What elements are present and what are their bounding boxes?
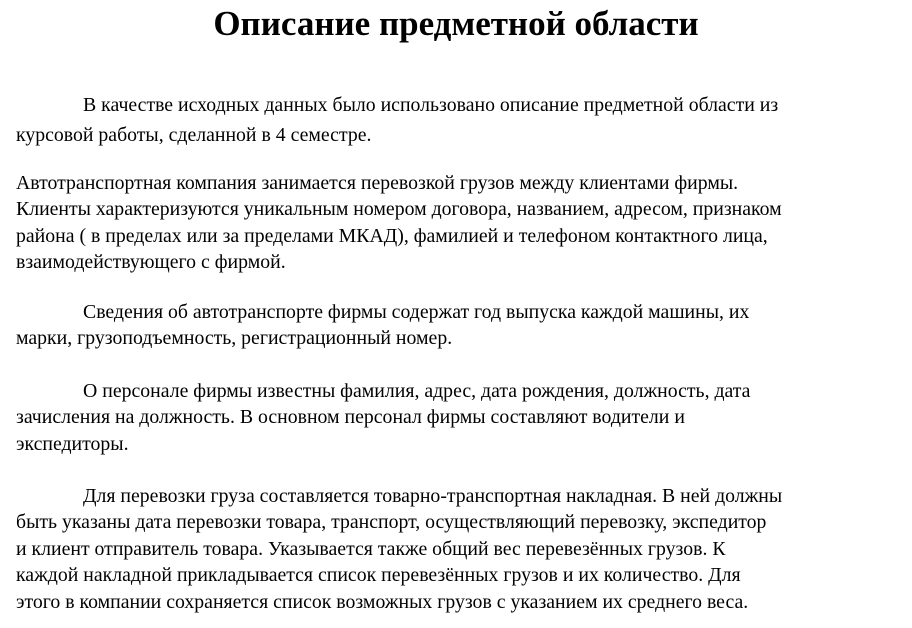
paragraph-company-clients [16,170,908,276]
paragraph-line: Автотранспортная компания занимается перевозкой грузов между клиентами фирмы. [16,172,739,194]
paragraph-line: Для перевозки груза составляется товарно-транспортная накладная. В ней должны [83,485,783,507]
paragraph-line: зачисления на должность. В основном персонал фирмы составляют водители и [16,406,685,429]
paragraph-line: быть указаны дата перевозки товара, транспорт, осуществляющий перевозку, экспедитор [16,511,767,534]
paragraph-line: и клиент отправитель товара. Указывается также общий вес перевезённых грузов. К [16,537,726,560]
paragraph-personnel [16,378,908,457]
paragraph-line: района ( в пределах или за пределами МКАД), фамилией и телефоном контактного лица, [16,224,768,247]
paragraph-line: взаимодействующего с фирмой. [16,251,286,274]
page-title: Описание предметной области [213,4,699,43]
paragraph-line: марки, грузоподъемность, регистрационный номер. [16,327,453,350]
paragraph-line: этого в компании сохраняется список возможных грузов с указанием их среднего веса. [16,590,749,613]
paragraph-line: Клиенты характеризуются уникальным номером договора, названием, адресом, признаком [16,198,782,221]
paragraph-line: каждой накладной прикладывается список перевезённых грузов и их количество. Для [16,564,741,587]
paragraph-vehicles [16,299,908,352]
paragraph-source-data [16,90,908,150]
paragraph-line: курсовой работы, сделанной в 4 семестре. [16,124,372,146]
paragraph-line: Сведения об автотранспорте фирмы содержат год выпуска каждой машины, их [83,301,750,323]
paragraph-line: экспедиторы. [16,432,129,455]
paragraph-line: О персонале фирмы известны фамилия, адрес, дата рождения, должность, дата [83,380,751,402]
paragraph-line: В качестве исходных данных было использовано описание предметной области из [83,94,779,116]
paragraph-waybill [16,483,908,615]
